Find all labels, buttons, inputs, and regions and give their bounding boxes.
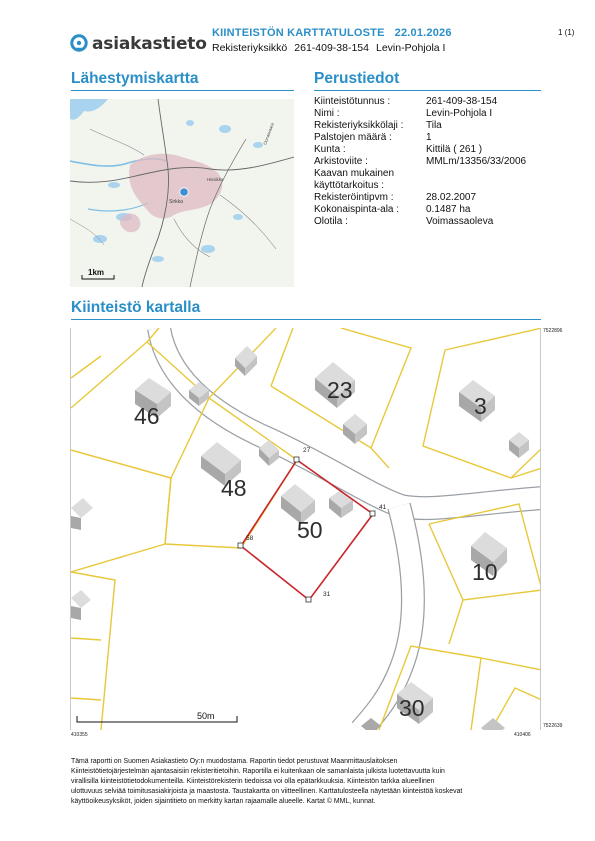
info-value: Tila [426, 120, 442, 131]
info-row [314, 108, 526, 120]
place-label: Sirkka [169, 199, 183, 205]
report-title-text: KIINTEISTÖN KARTTATULOSTE [212, 27, 385, 39]
boundary-marker[interactable] [306, 597, 311, 602]
basic-info-title: Perustiedot [314, 70, 400, 87]
building [343, 414, 367, 444]
info-row [314, 168, 526, 180]
parcel-number: 50 [297, 517, 323, 543]
info-value: 1 [426, 132, 432, 143]
overview-map-canvas [70, 99, 294, 287]
property-map-divider [71, 319, 541, 320]
building [509, 432, 529, 458]
page-number: 1 (1) [558, 28, 575, 37]
info-value: Kittilä ( 261 ) [426, 144, 483, 155]
info-key: Kaavan mukainen [314, 168, 395, 179]
info-value: 261-409-38-154 [426, 96, 498, 107]
disclaimer-line: virallisilla kiinteistötietodokumenteilla. Kiinteistörekisterin tiedoissa voi olla epätarkkuuksia. Kiinteistön tarkka alueellinen [71, 778, 435, 785]
boundary-point-label: 27 [303, 447, 311, 454]
parcel-number: 46 [134, 403, 160, 429]
info-key: Olotila : [314, 216, 348, 227]
place-label: Ounasvaara [262, 122, 275, 146]
disclaimer-line: Tämä raportti on Suomen Asiakastieto Oy:n muodostama. Raportin tiedot perustuvat Maanmittauslaitoksen [71, 758, 398, 765]
info-row [314, 120, 526, 132]
boundary-marker[interactable] [238, 543, 243, 548]
report-date: 22.01.2026 [394, 27, 452, 39]
report-title [212, 27, 452, 39]
info-key: Rekisteröintipvm : [314, 192, 394, 203]
info-row [314, 156, 526, 168]
info-row [314, 216, 526, 228]
parcel-number: 30 [399, 695, 425, 721]
register-unit-label: Rekisteriyksikkö [212, 42, 288, 54]
info-key: Rekisteriyksikkölaji : [314, 120, 404, 131]
coord-bottom-right-x: 410406 [514, 732, 531, 738]
place-label: Hissikka [207, 177, 224, 182]
info-row [314, 204, 526, 216]
info-value: Levin-Pohjola I [426, 108, 493, 119]
building [71, 498, 93, 530]
property-scale-label: 50m [197, 711, 215, 721]
register-unit-id: 261-409-38-154 [294, 42, 369, 54]
info-key: Arkistoviite : [314, 156, 368, 167]
info-key: käyttötarkoitus : [314, 180, 385, 191]
info-key: Palstojen määrä : [314, 132, 392, 143]
parcel-number: 48 [221, 475, 247, 501]
boundary-point-label: 31 [323, 591, 331, 598]
info-key: Kokonaispinta-ala : [314, 204, 400, 215]
info-row [314, 192, 526, 204]
disclaimer-line: käyttöoikeusyksiköt, joiden sijaintitieto on merkitty kartan rajaamalle alueelle. Kartat © MML, kunnat. [71, 798, 376, 805]
asiakastieto-logo [69, 31, 207, 57]
boundary-marker[interactable] [294, 457, 299, 462]
parcel-number: 3 [474, 393, 487, 419]
property-map-canvas [71, 328, 541, 730]
register-unit-line [212, 42, 452, 54]
building [71, 590, 91, 620]
info-key: Nimi : [314, 108, 340, 119]
disclaimer-line: ulottuvuus selviää toimitusasiakirjoista ja maastosta. Taustakartta on viitteellinen. Karttatulosteella näytetään kiinteistöä koskevat [71, 788, 463, 795]
overview-map-title: Lähestymiskartta [71, 70, 199, 87]
location-pin-icon [69, 34, 89, 54]
info-row [314, 96, 526, 108]
property-map-title: Kiinteistö kartalla [71, 299, 201, 316]
info-row [314, 180, 526, 192]
info-key: Kunta : [314, 144, 346, 155]
parcel-number: 10 [472, 559, 498, 585]
parcel-numbers [134, 377, 498, 721]
info-value: MMLm/13356/33/2006 [426, 156, 527, 167]
parcel-number: 23 [327, 377, 353, 403]
info-value: Voimassaoleva [426, 216, 494, 227]
location-marker-icon [180, 188, 188, 196]
property-map[interactable] [70, 328, 541, 730]
info-value: 28.02.2007 [426, 192, 477, 203]
logo-text: asiakastieto [92, 34, 207, 54]
info-value: 0.1487 ha [426, 204, 471, 215]
disclaimer-line: Kiinteistötietojärjestelmän ajantasaisiin rekisteritietoihin. Raportilla ei kuitenkaan ole samanlaista julkista luotettavuutta kuin [71, 768, 445, 775]
overview-scale-label: 1km [88, 268, 105, 277]
info-row [314, 144, 526, 156]
basic-info-table [314, 96, 526, 228]
coord-top-right: 7522896 [543, 328, 563, 334]
boundary-point-label: 41 [379, 504, 387, 511]
coord-bottom-right: 7522639 [543, 723, 563, 729]
register-unit-name: Levin-Pohjola I [376, 42, 446, 54]
coord-bottom-left: 410355 [71, 732, 88, 738]
basic-info-divider [314, 90, 541, 91]
overview-map[interactable] [70, 99, 294, 287]
info-row [314, 132, 526, 144]
boundary-marker[interactable] [370, 511, 375, 516]
boundary-point-label: 58 [246, 535, 254, 542]
disclaimer [71, 757, 541, 807]
building [481, 718, 505, 730]
overview-map-divider [71, 90, 294, 91]
info-key: Kiinteistötunnus : [314, 96, 391, 107]
